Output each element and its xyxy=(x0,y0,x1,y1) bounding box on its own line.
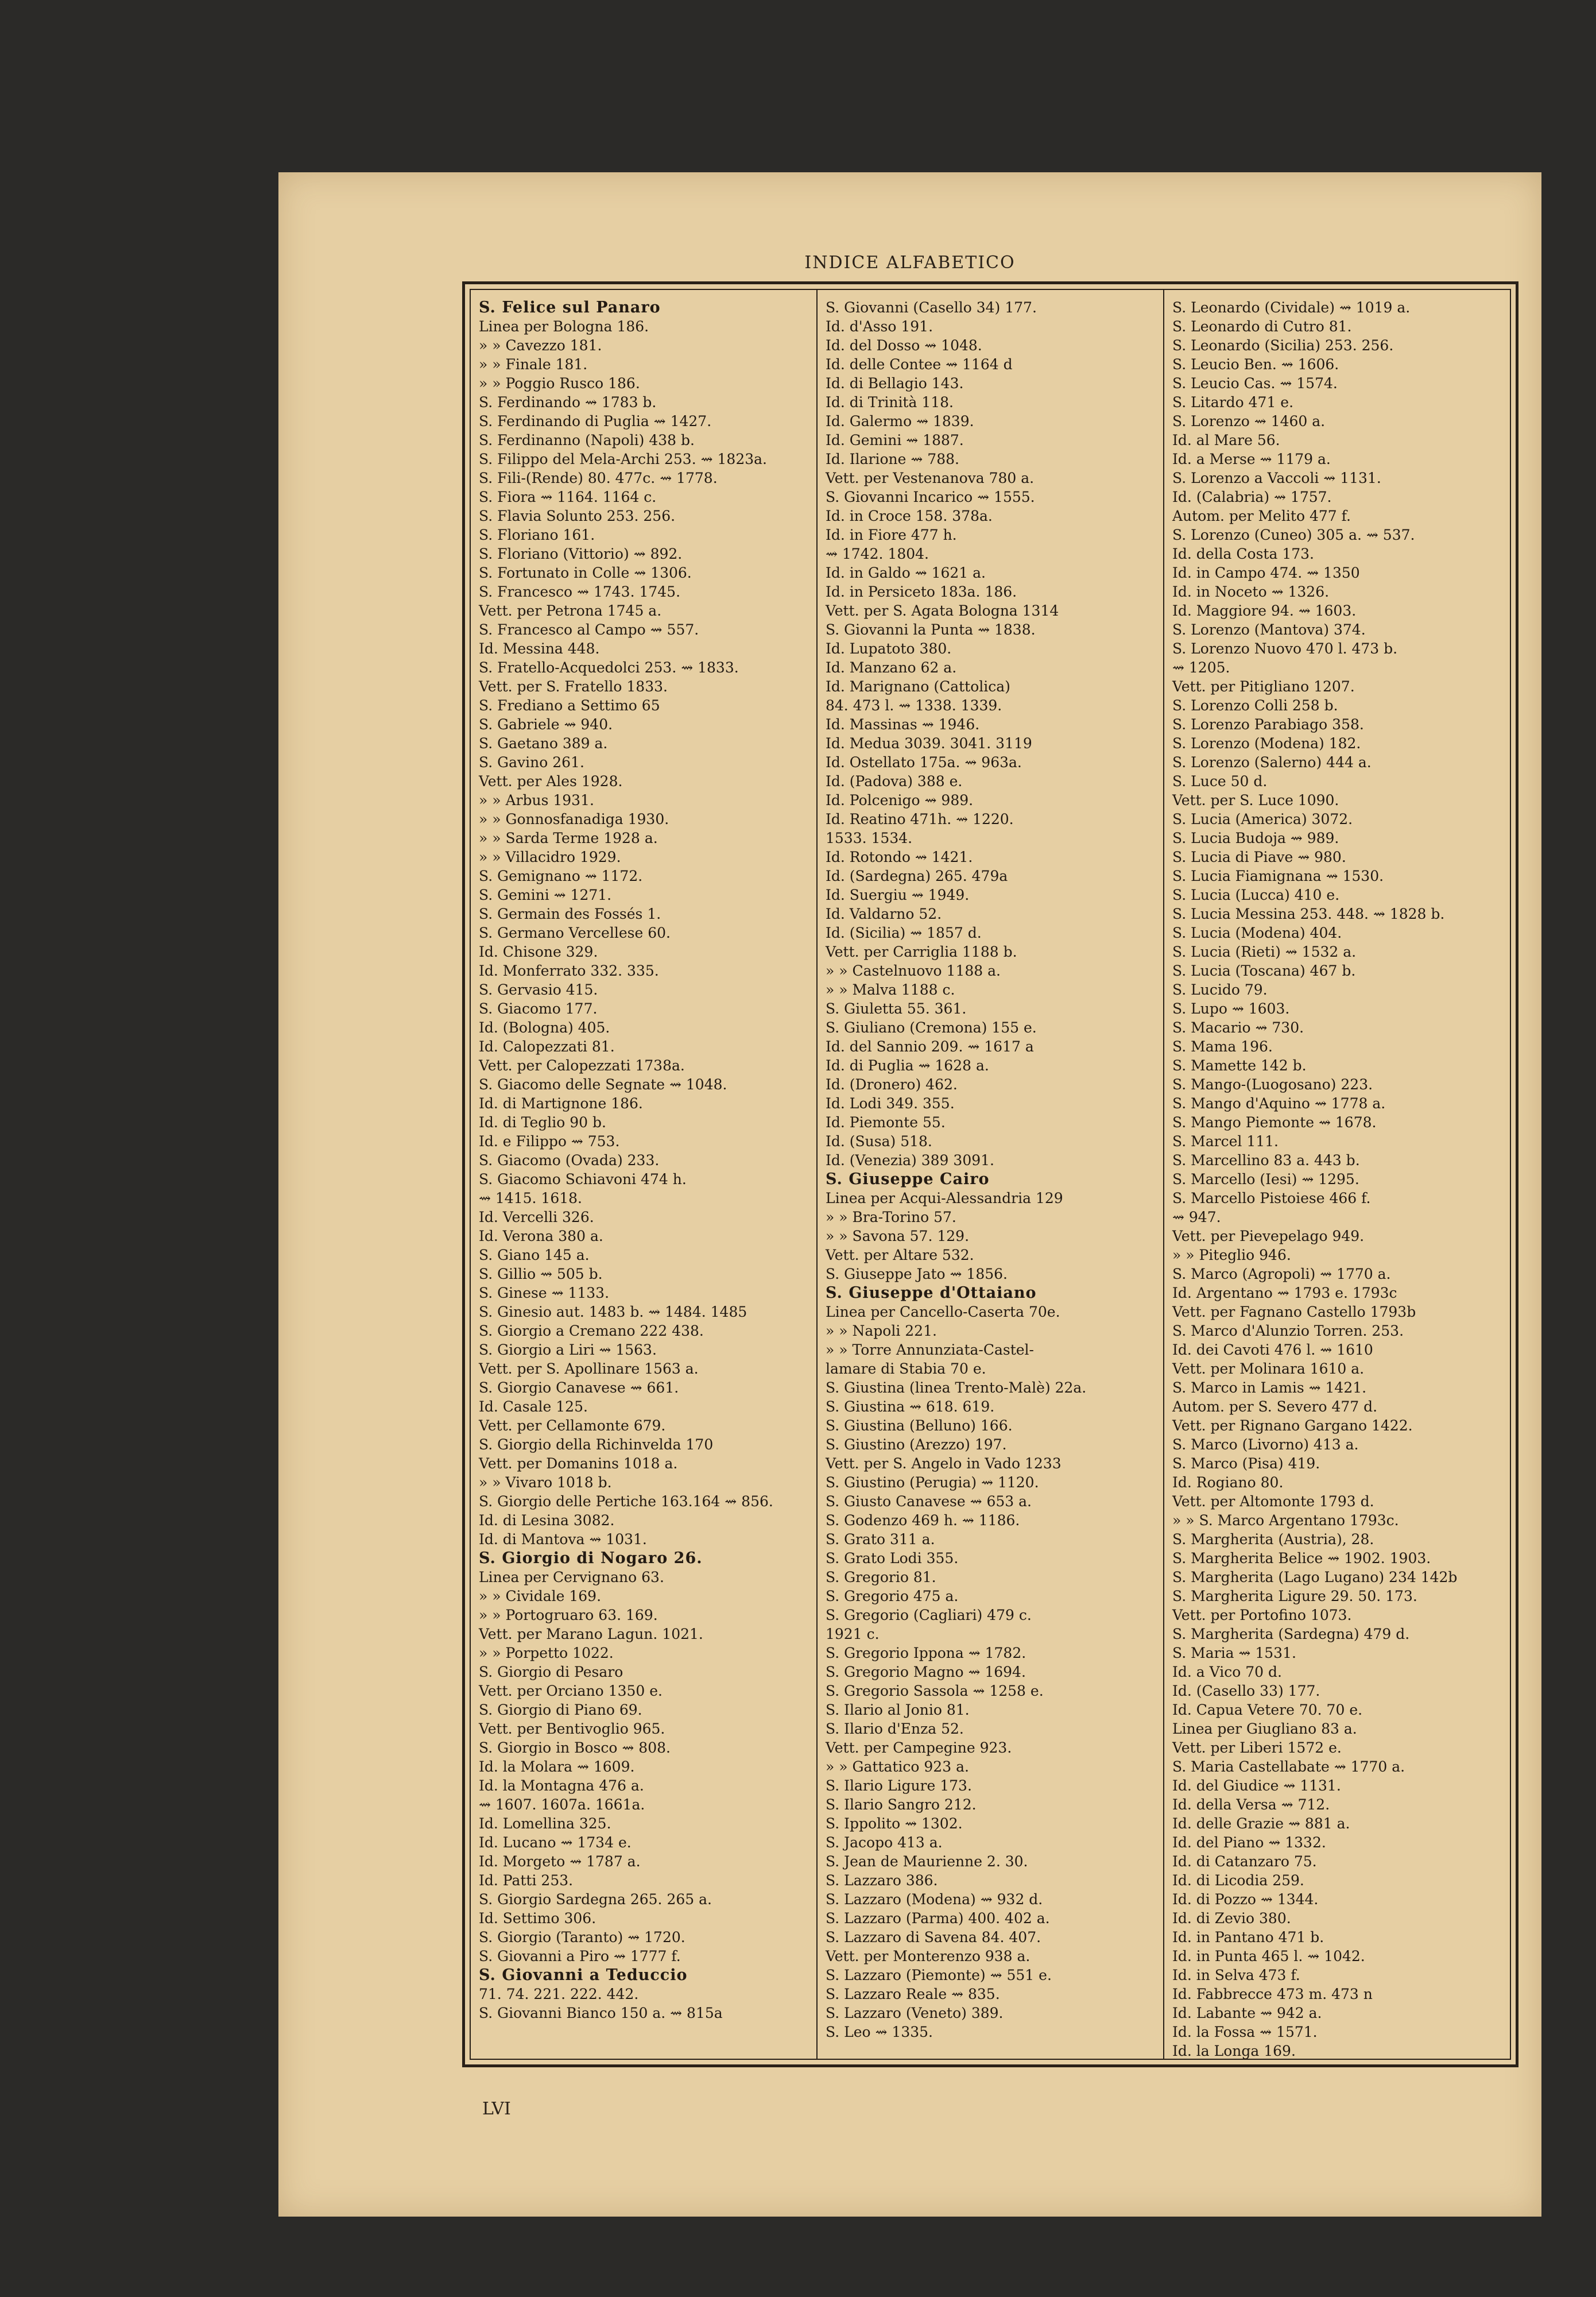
index-entry: S. Lucia (Toscana) 467 b. xyxy=(1172,962,1356,979)
index-entry: S. Giuletta 55. 361. xyxy=(826,1000,967,1017)
index-entry: S. Giovanni a Piro ⇝ 1777 f. xyxy=(479,1948,681,1965)
index-entry: ⇝ 947. xyxy=(1172,1209,1221,1225)
index-entry: S. Gervasio 415. xyxy=(479,981,598,998)
index-entry: S. Giustina ⇝ 618. 619. xyxy=(826,1398,995,1415)
index-entry: S. Lazzaro 386. xyxy=(826,1872,938,1889)
index-entry: 71. 74. 221. 222. 442. xyxy=(479,1986,639,2002)
index-entry: Id. la Montagna 476 a. xyxy=(479,1777,644,1794)
index-entry: Id. in Punta 465 l. ⇝ 1042. xyxy=(1172,1948,1365,1965)
index-entry: Id. (Dronero) 462. xyxy=(826,1076,958,1093)
index-entry: S. Lazzaro Reale ⇝ 835. xyxy=(826,1986,1000,2002)
index-entry: S. Ilario Sangro 212. xyxy=(826,1796,977,1813)
index-entry: Id. del Piano ⇝ 1332. xyxy=(1172,1834,1326,1851)
index-entry: Id. Fabbrecce 473 m. 473 n xyxy=(1172,1986,1373,2002)
index-column-3 xyxy=(1164,290,1510,2059)
index-entry: S. Lucido 79. xyxy=(1172,981,1268,998)
index-entry: S. Litardo 471 e. xyxy=(1172,394,1294,411)
index-entry: Autom. per Melito 477 f. xyxy=(1172,508,1351,524)
index-entry: S. Giovanni Incarico ⇝ 1555. xyxy=(826,489,1035,505)
index-entry: Id. di Lesina 3082. xyxy=(479,1512,615,1529)
index-entry: Vett. per Orciano 1350 e. xyxy=(479,1683,663,1699)
index-entry: Vett. per Calopezzati 1738a. xyxy=(479,1057,685,1074)
index-entry: Id. Messina 448. xyxy=(479,640,600,657)
index-entry: S. Lazzaro (Modena) ⇝ 932 d. xyxy=(826,1891,1043,1908)
index-entry: Id. Calopezzati 81. xyxy=(479,1038,615,1055)
index-entry: S. Gregorio 81. xyxy=(826,1569,936,1586)
index-entry: Id. d'Asso 191. xyxy=(826,318,933,335)
index-entry: » » Sarda Terme 1928 a. xyxy=(479,830,658,846)
index-entry: Id. la Fossa ⇝ 1571. xyxy=(1172,2024,1318,2040)
index-entry: Id. Lupatoto 380. xyxy=(826,640,952,657)
index-entry: S. Giorgio delle Pertiche 163.164 ⇝ 856. xyxy=(479,1493,773,1510)
index-entry: Vett. per Rignano Gargano 1422. xyxy=(1172,1417,1413,1434)
index-entry: » » Savona 57. 129. xyxy=(826,1228,970,1244)
index-entry: Id. in Croce 158. 378a. xyxy=(826,508,993,524)
index-entry: S. Margherita (Sardegna) 479 d. xyxy=(1172,1626,1410,1642)
index-entry: Id. Labante ⇝ 942 a. xyxy=(1172,2005,1322,2021)
index-entry: S. Lucia Messina 253. 448. ⇝ 1828 b. xyxy=(1172,906,1445,922)
index-entry: S. Giustina (linea Trento-Malè) 22a. xyxy=(826,1379,1087,1396)
index-entry: S. Giorgio di Piano 69. xyxy=(479,1702,642,1718)
index-entry: Id. Galermo ⇝ 1839. xyxy=(826,413,974,430)
index-entry: Id. di Trinità 118. xyxy=(826,394,954,411)
index-entry: Id. in Selva 473 f. xyxy=(1172,1967,1300,1983)
index-entry: S. Lucia (America) 3072. xyxy=(1172,811,1353,827)
index-entry: S. Francesco ⇝ 1743. 1745. xyxy=(479,583,681,600)
index-entry: Id. Suergiu ⇝ 1949. xyxy=(826,887,970,903)
index-entry: S. Ginesio aut. 1483 b. ⇝ 1484. 1485 xyxy=(479,1304,747,1320)
index-entry: S. Ilario Ligure 173. xyxy=(826,1777,972,1794)
index-entry: ⇝ 1205. xyxy=(1172,659,1230,676)
index-entry: S. Ferdinando ⇝ 1783 b. xyxy=(479,394,657,411)
index-entry: Vett. per Carriglia 1188 b. xyxy=(826,943,1017,960)
index-entry: Id. (Bologna) 405. xyxy=(479,1019,610,1036)
index-entry: S. Giorgio della Richinvelda 170 xyxy=(479,1436,714,1453)
book-page xyxy=(278,172,1541,2217)
index-entry: Id. Lucano ⇝ 1734 e. xyxy=(479,1834,632,1851)
index-entry: » » Porpetto 1022. xyxy=(479,1645,614,1661)
index-entry: S. Gregorio 475 a. xyxy=(826,1588,959,1604)
index-entry: Id. in Galdo ⇝ 1621 a. xyxy=(826,564,986,581)
index-entry: Vett. per Bentivoglio 965. xyxy=(479,1720,665,1737)
index-entry: S. Lupo ⇝ 1603. xyxy=(1172,1000,1290,1017)
index-entry: Vett. per Molinara 1610 a. xyxy=(1172,1360,1365,1377)
index-entry: S. Lorenzo (Mantova) 374. xyxy=(1172,621,1366,638)
index-entry: Vett. per Marano Lagun. 1021. xyxy=(479,1626,703,1642)
index-entry: S. Jean de Maurienne 2. 30. xyxy=(826,1853,1028,1870)
index-entry: S. Floriano 161. xyxy=(479,527,595,543)
index-entry: » » Portogruaro 63. 169. xyxy=(479,1607,658,1623)
index-heading: S. Giuseppe Cairo xyxy=(826,1170,990,1188)
index-entry: Vett. per Fagnano Castello 1793b xyxy=(1172,1304,1416,1320)
index-entry: Vett. per Pitigliano 1207. xyxy=(1172,678,1355,695)
index-entry: Id. delle Contee ⇝ 1164 d xyxy=(826,356,1013,373)
index-entry: Id. Vercelli 326. xyxy=(479,1209,594,1225)
index-entry: Id. la Molara ⇝ 1609. xyxy=(479,1758,635,1775)
index-entry: Id. Capua Vetere 70. 70 e. xyxy=(1172,1702,1363,1718)
index-entry: S. Lucia (Rieti) ⇝ 1532 a. xyxy=(1172,943,1357,960)
index-entry: Id. di Pozzo ⇝ 1344. xyxy=(1172,1891,1319,1908)
index-entry: Id. a Vico 70 d. xyxy=(1172,1664,1282,1680)
index-entry: S. Filippo del Mela-Archi 253. ⇝ 1823a. xyxy=(479,451,767,467)
index-entry: Id. (Casello 33) 177. xyxy=(1172,1683,1320,1699)
index-entry: S. Maria Castellabate ⇝ 1770 a. xyxy=(1172,1758,1405,1775)
index-entry: Vett. per S. Luce 1090. xyxy=(1172,792,1339,809)
index-entry: S. Marco (Pisa) 419. xyxy=(1172,1455,1320,1472)
index-entry: S. Lorenzo Colli 258 b. xyxy=(1172,697,1338,714)
index-entry: Id. di Puglia ⇝ 1628 a. xyxy=(826,1057,989,1074)
index-entry: S. Lazzaro (Parma) 400. 402 a. xyxy=(826,1910,1050,1927)
index-entry: S. Luce 50 d. xyxy=(1172,773,1268,790)
index-entry: Vett. per Vestenanova 780 a. xyxy=(826,470,1035,486)
index-entry: lamare di Stabia 70 e. xyxy=(826,1360,986,1377)
index-entry: Linea per Bologna 186. xyxy=(479,318,649,335)
index-entry: S. Giustino (Arezzo) 197. xyxy=(826,1436,1007,1453)
index-entry: S. Marcel 111. xyxy=(1172,1133,1279,1150)
index-column-2 xyxy=(818,290,1164,2059)
index-entry: S. Leucio Cas. ⇝ 1574. xyxy=(1172,375,1338,392)
index-entry: Id. di Zevio 380. xyxy=(1172,1910,1291,1927)
index-entry: Vett. per Domanins 1018 a. xyxy=(479,1455,678,1472)
index-entry: S. Giorgio a Cremano 222 438. xyxy=(479,1322,704,1339)
index-entry: » » Gonnosfanadiga 1930. xyxy=(479,811,669,827)
index-entry: » » Bra-Torino 57. xyxy=(826,1209,956,1225)
index-entry: S. Gemignano ⇝ 1172. xyxy=(479,868,643,884)
index-entry: S. Floriano (Vittorio) ⇝ 892. xyxy=(479,546,683,562)
page-header: INDICE ALFABETICO xyxy=(804,253,1016,273)
index-entry: S. Ilario al Jonio 81. xyxy=(826,1702,970,1718)
index-entry: S. Godenzo 469 h. ⇝ 1186. xyxy=(826,1512,1020,1529)
index-entry: S. Ferdinanno (Napoli) 438 b. xyxy=(479,432,695,448)
index-entry: Vett. per Ales 1928. xyxy=(479,773,623,790)
index-entry: S. Giuseppe Jato ⇝ 1856. xyxy=(826,1266,1008,1282)
index-entry: S. Lorenzo Parabiago 358. xyxy=(1172,716,1364,733)
index-frame xyxy=(462,281,1518,2067)
index-entry: S. Ippolito ⇝ 1302. xyxy=(826,1815,963,1832)
index-entry: Linea per Acqui-Alessandria 129 xyxy=(826,1190,1063,1206)
index-entry: S. Germano Vercellese 60. xyxy=(479,925,671,941)
index-entry: Vett. per Cellamonte 679. xyxy=(479,1417,666,1434)
index-entry: S. Lucia (Modena) 404. xyxy=(1172,925,1342,941)
index-heading: S. Felice sul Panaro xyxy=(479,299,661,316)
index-entry: S. Leonardo di Cutro 81. xyxy=(1172,318,1352,335)
index-entry: S. Gaetano 389 a. xyxy=(479,735,608,752)
index-entry: S. Giovanni (Casello 34) 177. xyxy=(826,299,1037,316)
index-entry: Vett. per Liberi 1572 e. xyxy=(1172,1739,1342,1756)
index-entry: S. Marco d'Alunzio Torren. 253. xyxy=(1172,1322,1404,1339)
index-entry: » » Villacidro 1929. xyxy=(479,849,621,865)
index-entry: Id. Piemonte 55. xyxy=(826,1114,946,1131)
index-entry: S. Giorgio Canavese ⇝ 661. xyxy=(479,1379,679,1396)
index-entry: S. Mango-(Luogosano) 223. xyxy=(1172,1076,1373,1093)
index-entry: » » Piteglio 946. xyxy=(1172,1247,1291,1263)
index-entry: Id. Valdarno 52. xyxy=(826,906,942,922)
index-entry: Id. delle Grazie ⇝ 881 a. xyxy=(1172,1815,1350,1832)
index-entry: S. Giorgio di Pesaro xyxy=(479,1664,623,1680)
index-entry: Id. Lodi 349. 355. xyxy=(826,1095,955,1112)
index-entry: Id. di Catanzaro 75. xyxy=(1172,1853,1317,1870)
index-entry: S. Giustino (Perugia) ⇝ 1120. xyxy=(826,1474,1039,1491)
index-entry: Vett. per Altare 532. xyxy=(826,1247,974,1263)
index-entry: S. Giovanni la Punta ⇝ 1838. xyxy=(826,621,1036,638)
index-entry: Id. (Sicilia) ⇝ 1857 d. xyxy=(826,925,982,941)
index-entry: Id. Monferrato 332. 335. xyxy=(479,962,659,979)
index-entry: Id. Patti 253. xyxy=(479,1872,574,1889)
index-entry: Vett. per S. Apollinare 1563 a. xyxy=(479,1360,699,1377)
index-entry: S. Gabriele ⇝ 940. xyxy=(479,716,613,733)
index-entry: S. Ilario d'Enza 52. xyxy=(826,1720,964,1737)
index-entry: S. Leonardo (Sicilia) 253. 256. xyxy=(1172,337,1394,354)
index-entry: Vett. per Portofino 1073. xyxy=(1172,1607,1352,1623)
index-entry: Id. in Campo 474. ⇝ 1350 xyxy=(1172,564,1360,581)
index-entry: S. Marco (Agropoli) ⇝ 1770 a. xyxy=(1172,1266,1391,1282)
index-entry: S. Grato 311 a. xyxy=(826,1531,935,1548)
index-entry: S. Mama 196. xyxy=(1172,1038,1273,1055)
index-entry: Id. (Calabria) ⇝ 1757. xyxy=(1172,489,1332,505)
index-entry: S. Giacomo 177. xyxy=(479,1000,598,1017)
index-entry: » » Poggio Rusco 186. xyxy=(479,375,640,392)
index-entry: S. Giovanni Bianco 150 a. ⇝ 815a xyxy=(479,2005,723,2021)
index-entry: S. Giuliano (Cremona) 155 e. xyxy=(826,1019,1037,1036)
index-entry: Id. e Filippo ⇝ 753. xyxy=(479,1133,620,1150)
index-entry: Id. Casale 125. xyxy=(479,1398,588,1415)
index-heading: S. Giovanni a Teduccio xyxy=(479,1966,688,1984)
index-entry: Vett. per Pievepelago 949. xyxy=(1172,1228,1365,1244)
index-entry: S. Giorgio Sardegna 265. 265 a. xyxy=(479,1891,712,1908)
index-entry: S. Gregorio Magno ⇝ 1694. xyxy=(826,1664,1026,1680)
index-entry: S. Lazzaro di Savena 84. 407. xyxy=(826,1929,1041,1946)
index-entry: Id. Lomellina 325. xyxy=(479,1815,611,1832)
index-entry: Vett. per S. Angelo in Vado 1233 xyxy=(826,1455,1062,1472)
index-entry: S. Giacomo delle Segnate ⇝ 1048. xyxy=(479,1076,727,1093)
index-entry: S. Giacomo (Ovada) 233. xyxy=(479,1152,660,1169)
index-column-1 xyxy=(471,290,818,2059)
index-entry: S. Gillio ⇝ 505 b. xyxy=(479,1266,603,1282)
index-entry: S. Lorenzo (Modena) 182. xyxy=(1172,735,1361,752)
index-entry: ⇝ 1607. 1607a. 1661a. xyxy=(479,1796,645,1813)
index-entry: S. Gregorio Sassola ⇝ 1258 e. xyxy=(826,1683,1044,1699)
index-entry: Autom. per S. Severo 477 d. xyxy=(1172,1398,1378,1415)
index-entry: S. Lorenzo a Vaccoli ⇝ 1131. xyxy=(1172,470,1381,486)
index-entry: Id. di Licodia 259. xyxy=(1172,1872,1304,1889)
page-number: LVI xyxy=(482,2099,511,2119)
index-entry: S. Lorenzo ⇝ 1460 a. xyxy=(1172,413,1326,430)
index-entry: Id. del Dosso ⇝ 1048. xyxy=(826,337,982,354)
index-entry: » » Cavezzo 181. xyxy=(479,337,602,354)
index-entry: Id. (Venezia) 389 3091. xyxy=(826,1152,994,1169)
index-entry: S. Margherita (Lago Lugano) 234 142b xyxy=(1172,1569,1458,1586)
index-entry: S. Gemini ⇝ 1271. xyxy=(479,887,612,903)
index-entry: S. Gregorio (Cagliari) 479 c. xyxy=(826,1607,1032,1623)
index-entry: S. Francesco al Campo ⇝ 557. xyxy=(479,621,699,638)
index-entry: S. Marco in Lamis ⇝ 1421. xyxy=(1172,1379,1367,1396)
index-entry: Id. di Teglio 90 b. xyxy=(479,1114,606,1131)
index-entry: S. Fratello-Acquedolci 253. ⇝ 1833. xyxy=(479,659,739,676)
index-entry: 1533. 1534. xyxy=(826,830,913,846)
index-entry: S. Flavia Solunto 253. 256. xyxy=(479,508,676,524)
index-entry: S. Maria ⇝ 1531. xyxy=(1172,1645,1296,1661)
index-entry: » » Arbus 1931. xyxy=(479,792,594,809)
index-entry: Id. Gemini ⇝ 1887. xyxy=(826,432,964,448)
index-entry: Id. Reatino 471h. ⇝ 1220. xyxy=(826,811,1014,827)
index-entry: S. Gavino 261. xyxy=(479,754,584,771)
index-entry: Id. dei Cavoti 476 l. ⇝ 1610 xyxy=(1172,1341,1373,1358)
index-entry: Id. in Persiceto 183a. 186. xyxy=(826,583,1017,600)
index-entry: S. Germain des Fossés 1. xyxy=(479,906,661,922)
index-entry: Id. a Merse ⇝ 1179 a. xyxy=(1172,451,1331,467)
index-entry: Id. in Pantano 471 b. xyxy=(1172,1929,1324,1946)
index-entry: S. Giano 145 a. xyxy=(479,1247,590,1263)
index-entry: » » Gattatico 923 a. xyxy=(826,1758,969,1775)
index-entry: S. Lucia Fiamignana ⇝ 1530. xyxy=(1172,868,1384,884)
index-entry: S. Giorgio (Taranto) ⇝ 1720. xyxy=(479,1929,685,1946)
index-entry: S. Giusto Canavese ⇝ 653 a. xyxy=(826,1493,1032,1510)
index-entry: Id. Maggiore 94. ⇝ 1603. xyxy=(1172,602,1357,619)
index-entry: 84. 473 l. ⇝ 1338. 1339. xyxy=(826,697,1002,714)
index-entry: 1921 c. xyxy=(826,1626,880,1642)
index-entry: S. Grato Lodi 355. xyxy=(826,1550,959,1567)
index-entry: S. Lazzaro (Piemonte) ⇝ 551 e. xyxy=(826,1967,1052,1983)
index-entry: Vett. per Altomonte 1793 d. xyxy=(1172,1493,1374,1510)
index-entry: S. Leo ⇝ 1335. xyxy=(826,2024,933,2040)
index-entry: S. Giorgio in Bosco ⇝ 808. xyxy=(479,1739,671,1756)
index-entry: Id. (Sardegna) 265. 479a xyxy=(826,868,1008,884)
index-entry: S. Marcello Pistoiese 466 f. xyxy=(1172,1190,1371,1206)
index-entry: S. Fortunato in Colle ⇝ 1306. xyxy=(479,564,692,581)
index-heading: S. Giuseppe d'Ottaiano xyxy=(826,1284,1037,1302)
index-entry: Id. Marignano (Cattolica) xyxy=(826,678,1010,695)
index-entry: S. Lucia (Lucca) 410 e. xyxy=(1172,887,1340,903)
index-entry: Linea per Cervignano 63. xyxy=(479,1569,664,1586)
index-entry: » » Castelnuovo 1188 a. xyxy=(826,962,1001,979)
index-entry: » » Finale 181. xyxy=(479,356,588,373)
index-entry: S. Lucia di Piave ⇝ 980. xyxy=(1172,849,1346,865)
index-entry: Id. della Versa ⇝ 712. xyxy=(1172,1796,1330,1813)
index-entry: Id. Ostellato 175a. ⇝ 963a. xyxy=(826,754,1022,771)
index-entry: Id. Polcenigo ⇝ 989. xyxy=(826,792,974,809)
index-entry: S. Fili-(Rende) 80. 477c. ⇝ 1778. xyxy=(479,470,718,486)
index-entry: S. Giacomo Schiavoni 474 h. xyxy=(479,1171,687,1188)
index-entry: S. Leonardo (Cividale) ⇝ 1019 a. xyxy=(1172,299,1411,316)
index-entry: Id. Argentano ⇝ 1793 e. 1793c xyxy=(1172,1285,1397,1301)
index-entry: Id. di Bellagio 143. xyxy=(826,375,964,392)
index-entry: Id. (Padova) 388 e. xyxy=(826,773,963,790)
index-entry: Id. Chisone 329. xyxy=(479,943,598,960)
index-entry: » » S. Marco Argentano 1793c. xyxy=(1172,1512,1399,1529)
index-entry: Id. Morgeto ⇝ 1787 a. xyxy=(479,1853,641,1870)
index-entry: » » Torre Annunziata-Castel- xyxy=(826,1341,1034,1358)
index-entry: S. Lucia Budoja ⇝ 989. xyxy=(1172,830,1339,846)
index-entry: S. Margherita (Austria), 28. xyxy=(1172,1531,1374,1548)
index-entry: S. Leucio Ben. ⇝ 1606. xyxy=(1172,356,1339,373)
index-entry: Id. della Costa 173. xyxy=(1172,546,1314,562)
index-entry: S. Mango d'Aquino ⇝ 1778 a. xyxy=(1172,1095,1386,1112)
index-entry: S. Ferdinando di Puglia ⇝ 1427. xyxy=(479,413,712,430)
index-entry: S. Lorenzo (Salerno) 444 a. xyxy=(1172,754,1372,771)
index-entry: Id. del Sannio 209. ⇝ 1617 a xyxy=(826,1038,1034,1055)
index-entry: Id. in Fiore 477 h. xyxy=(826,527,957,543)
index-entry: Id. Rogiano 80. xyxy=(1172,1474,1284,1491)
index-entry: Vett. per S. Fratello 1833. xyxy=(479,678,668,695)
index-entry: Vett. per Campegine 923. xyxy=(826,1739,1012,1756)
index-entry: Vett. per S. Agata Bologna 1314 xyxy=(826,602,1059,619)
index-entry: Id. Settimo 306. xyxy=(479,1910,596,1927)
index-entry: Id. del Giudice ⇝ 1131. xyxy=(1172,1777,1341,1794)
index-entry: S. Margherita Ligure 29. 50. 173. xyxy=(1172,1588,1417,1604)
index-entry: Id. Massinas ⇝ 1946. xyxy=(826,716,980,733)
index-entry: Id. di Mantova ⇝ 1031. xyxy=(479,1531,647,1548)
index-entry: S. Gregorio Ippona ⇝ 1782. xyxy=(826,1645,1026,1661)
index-entry: ⇝ 1415. 1618. xyxy=(479,1190,582,1206)
index-entry: S. Mango Piemonte ⇝ 1678. xyxy=(1172,1114,1377,1131)
index-entry: Id. Ilarione ⇝ 788. xyxy=(826,451,959,467)
index-entry: » » Cividale 169. xyxy=(479,1588,602,1604)
index-entry: Id. al Mare 56. xyxy=(1172,432,1280,448)
index-entry: S. Mamette 142 b. xyxy=(1172,1057,1307,1074)
index-entry: S. Lazzaro (Veneto) 389. xyxy=(826,2005,1004,2021)
index-entry: » » Malva 1188 c. xyxy=(826,981,955,998)
index-columns xyxy=(470,289,1511,2060)
index-entry: S. Margherita Belice ⇝ 1902. 1903. xyxy=(1172,1550,1431,1567)
index-entry: Id. la Longa 169. xyxy=(1172,2043,1296,2059)
index-entry: Id. Manzano 62 a. xyxy=(826,659,957,676)
index-entry: Id. Rotondo ⇝ 1421. xyxy=(826,849,973,865)
index-entry: S. Fiora ⇝ 1164. 1164 c. xyxy=(479,489,657,505)
index-entry: S. Marcellino 83 a. 443 b. xyxy=(1172,1152,1360,1169)
index-entry: Id. in Noceto ⇝ 1326. xyxy=(1172,583,1330,600)
index-entry: Id. (Susa) 518. xyxy=(826,1133,932,1150)
index-entry: S. Lorenzo Nuovo 470 l. 473 b. xyxy=(1172,640,1398,657)
index-entry: » » Napoli 221. xyxy=(826,1322,937,1339)
index-entry: S. Frediano a Settimo 65 xyxy=(479,697,660,714)
index-entry: S. Macario ⇝ 730. xyxy=(1172,1019,1304,1036)
index-entry: S. Giorgio a Liri ⇝ 1563. xyxy=(479,1341,657,1358)
index-entry: Vett. per Petrona 1745 a. xyxy=(479,602,662,619)
index-entry: S. Marcello (Iesi) ⇝ 1295. xyxy=(1172,1171,1359,1188)
index-entry: ⇝ 1742. 1804. xyxy=(826,546,929,562)
index-entry: S. Giustina (Belluno) 166. xyxy=(826,1417,1013,1434)
index-entry: S. Marco (Livorno) 413 a. xyxy=(1172,1436,1359,1453)
index-entry: Linea per Cancello-Caserta 70e. xyxy=(826,1304,1060,1320)
index-entry: Linea per Giugliano 83 a. xyxy=(1172,1720,1357,1737)
index-entry: S. Lorenzo (Cuneo) 305 a. ⇝ 537. xyxy=(1172,527,1415,543)
index-entry: Id. Verona 380 a. xyxy=(479,1228,603,1244)
index-entry: Vett. per Monterenzo 938 a. xyxy=(826,1948,1031,1965)
index-heading: S. Giorgio di Nogaro 26. xyxy=(479,1549,703,1567)
index-entry: S. Ginese ⇝ 1133. xyxy=(479,1285,610,1301)
index-entry: S. Jacopo 413 a. xyxy=(826,1834,943,1851)
index-entry: » » Vivaro 1018 b. xyxy=(479,1474,612,1491)
index-entry: Id. Medua 3039. 3041. 3119 xyxy=(826,735,1032,752)
index-entry: Id. di Martignone 186. xyxy=(479,1095,643,1112)
